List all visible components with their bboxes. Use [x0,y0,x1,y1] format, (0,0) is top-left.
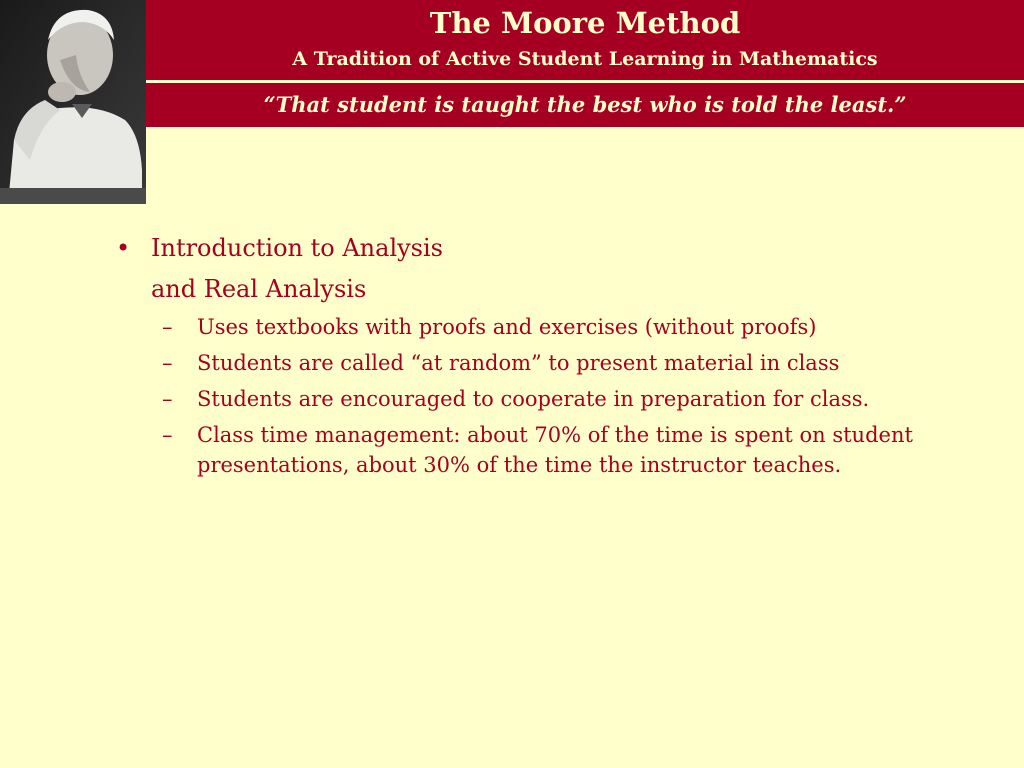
main-bullet [116,228,976,310]
portrait-icon [0,0,146,204]
dash-marker: – [162,315,173,339]
dash-marker: – [162,387,173,411]
portrait-photo [0,0,146,204]
slide-content [116,228,976,486]
bullet-marker: • [116,234,131,262]
sub-bullet-text: Students are called “at random” to present material in class [197,351,840,375]
page-subtitle: A Tradition of Active Student Learning in Mathematics [292,48,878,70]
sub-bullet-list [116,312,976,480]
dash-marker: – [162,423,173,447]
dash-marker: – [162,351,173,375]
header-divider [146,80,1024,83]
sub-bullet-text: Students are encouraged to cooperate in preparation for class. [197,387,870,411]
list-item [116,384,976,414]
list-item [116,420,976,480]
sub-bullet-text: Class time management: about 70% of the time is spent on student presentations, about 30% of the time the instructor teaches. [197,423,913,477]
list-item [116,312,976,342]
main-bullet-line1: Introduction to Analysis [151,234,443,262]
list-item [116,348,976,378]
sub-bullet-text: Uses textbooks with proofs and exercises (without proofs) [197,315,817,339]
header-banner [146,0,1024,127]
header-quote: “That student is taught the best who is told the least.” [263,92,907,117]
page-title: The Moore Method [429,6,741,40]
main-bullet-line2: and Real Analysis [151,275,367,303]
